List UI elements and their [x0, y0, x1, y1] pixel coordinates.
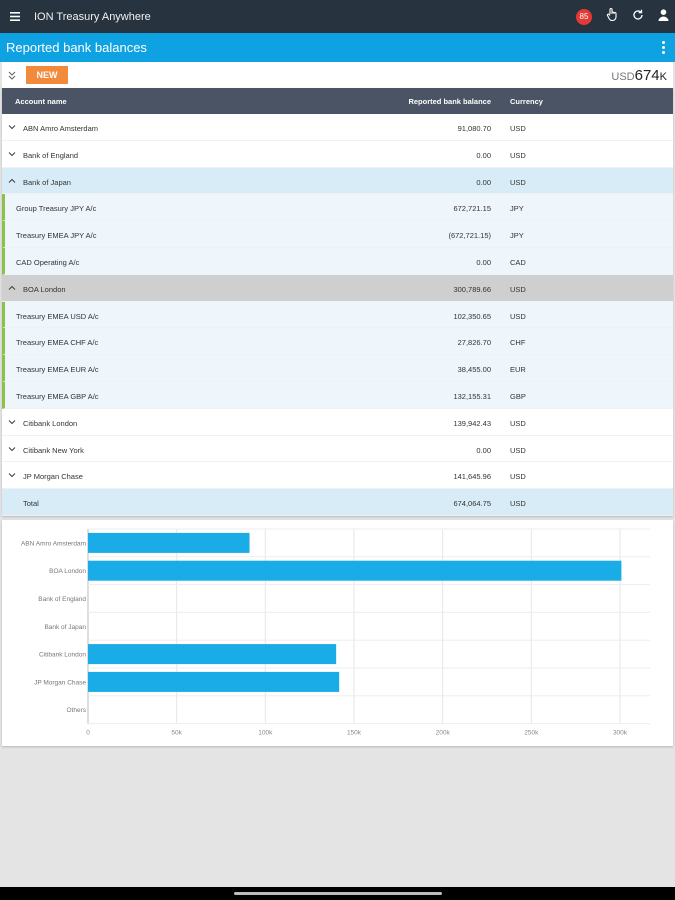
account-name: ABN Amro Amsterdam: [23, 124, 99, 133]
table-row[interactable]: [2, 328, 673, 355]
account-name: Treasury EMEA EUR A/c: [16, 365, 99, 375]
table-row[interactable]: [2, 248, 673, 275]
account-currency: USD: [510, 418, 526, 428]
account-balance: 139,942.43: [453, 418, 491, 428]
account-currency: USD: [510, 284, 526, 294]
menu-icon[interactable]: [0, 0, 30, 33]
table-row[interactable]: [2, 355, 673, 382]
account-balance: 300,789.66: [453, 284, 491, 294]
y-category-label: JP Morgan Chase: [34, 679, 86, 687]
total-currency-cell: USD: [510, 499, 526, 509]
expand-chevron-icon[interactable]: [8, 123, 16, 131]
page-header: [0, 33, 675, 62]
account-name: Treasury EMEA CHF A/c: [16, 338, 99, 348]
header-currency[interactable]: Currency: [510, 97, 543, 106]
header-reported-balance[interactable]: Reported bank balance: [408, 97, 491, 106]
account-name: Group Treasury JPY A/c: [16, 204, 97, 214]
account-currency: USD: [510, 472, 526, 482]
header-account-name[interactable]: Account name: [15, 97, 67, 106]
y-category-label: Citibank London: [39, 651, 86, 659]
account-name: JP Morgan Chase: [23, 472, 83, 482]
bar[interactable]: [88, 672, 339, 692]
account-name: Treasury EMEA GBP A/c: [16, 391, 99, 401]
balances-table: [2, 88, 673, 516]
total-summary: [611, 67, 667, 84]
expand-chevron-icon[interactable]: [8, 150, 16, 158]
account-currency: CHF: [510, 338, 526, 348]
expand-chevron-icon[interactable]: [8, 418, 16, 426]
toolbar: [2, 62, 673, 88]
account-name: Treasury EMEA USD A/c: [16, 311, 99, 321]
table-row[interactable]: [2, 275, 673, 302]
account-name: Bank of England: [23, 150, 79, 160]
table-row[interactable]: [2, 302, 673, 329]
account-currency: GBP: [510, 391, 526, 401]
notification-badge[interactable]: 85: [576, 9, 592, 25]
account-name: Citibank New York: [23, 445, 84, 455]
table-row[interactable]: [2, 221, 673, 248]
x-tick-label: 150k: [346, 729, 362, 737]
account-balance: 0.00: [476, 150, 491, 160]
account-currency: EUR: [510, 365, 526, 375]
account-balance: (672,721.15): [448, 231, 491, 241]
account-currency: USD: [510, 150, 526, 160]
x-tick-label: 50k: [171, 729, 182, 737]
y-category-label: Others: [66, 707, 86, 715]
y-category-label: ABN Amro Amsterdam: [20, 540, 86, 548]
table-row[interactable]: [2, 114, 673, 141]
total-currency: USD: [611, 70, 635, 83]
total-balance: 674,064.75: [453, 499, 491, 509]
x-tick-label: 250k: [524, 729, 539, 737]
table-header: [2, 88, 673, 114]
y-category-label: Bank of England: [38, 596, 86, 603]
app-bar: [0, 0, 675, 33]
table-row[interactable]: [2, 168, 673, 195]
collapse-chevron-icon[interactable]: [8, 177, 16, 185]
table-row[interactable]: [2, 462, 673, 489]
account-balance: 38,455.00: [457, 365, 491, 375]
x-tick-label: 100k: [258, 729, 273, 737]
app-title: ION Treasury Anywhere: [34, 10, 151, 23]
account-balance: 0.00: [476, 445, 491, 455]
x-tick-label: 300k: [612, 729, 628, 737]
account-name: Citibank London: [23, 418, 78, 428]
expand-chevron-icon[interactable]: [8, 471, 16, 479]
account-currency: USD: [510, 445, 526, 455]
account-balance: 132,155.31: [453, 391, 491, 401]
user-icon[interactable]: [658, 8, 669, 26]
table-row[interactable]: [2, 194, 673, 221]
bar[interactable]: [88, 644, 336, 664]
collapse-all-icon[interactable]: [2, 71, 22, 80]
account-balance: 0.00: [476, 177, 491, 187]
account-name: Treasury EMEA JPY A/c: [16, 231, 97, 241]
account-balance: 141,645.96: [453, 472, 491, 482]
account-currency: USD: [510, 124, 526, 133]
account-balance: 0.00: [476, 257, 491, 267]
table-row[interactable]: [2, 382, 673, 409]
account-currency: USD: [510, 311, 526, 321]
table-row[interactable]: [2, 141, 673, 168]
account-balance: 27,826.70: [457, 338, 491, 348]
bar[interactable]: [88, 561, 621, 581]
balances-bar-chart: [2, 520, 673, 746]
total-row: [2, 489, 673, 516]
touch-icon[interactable]: [606, 7, 618, 26]
account-name: Bank of Japan: [23, 177, 71, 187]
total-label: Total: [23, 499, 39, 509]
system-nav-bar: [0, 887, 675, 900]
account-name: CAD Operating A/c: [16, 257, 80, 267]
account-balance: 672,721.15: [453, 204, 491, 214]
expand-chevron-icon[interactable]: [8, 445, 16, 453]
y-category-label: Bank of Japan: [44, 623, 86, 631]
balances-chart-panel: [2, 520, 673, 746]
account-name: BOA London: [23, 284, 66, 294]
total-suffix: K: [659, 70, 667, 83]
more-options-icon[interactable]: [662, 41, 665, 54]
y-category-label: BOA London: [49, 568, 86, 576]
x-tick-label: 200k: [435, 729, 450, 737]
x-tick-label: 0: [86, 729, 90, 737]
home-gesture-pill[interactable]: [234, 892, 442, 895]
account-currency: JPY: [510, 231, 524, 241]
account-currency: USD: [510, 177, 526, 187]
table-row[interactable]: [2, 436, 673, 463]
account-balance: 91,080.70: [457, 124, 491, 133]
account-balance: 102,350.65: [453, 311, 491, 321]
table-row[interactable]: [2, 409, 673, 436]
collapse-chevron-icon[interactable]: [8, 284, 16, 292]
refresh-icon[interactable]: [632, 8, 644, 26]
total-value: 674: [634, 66, 660, 84]
page-title: Reported bank balances: [6, 40, 147, 55]
account-currency: CAD: [510, 257, 526, 267]
new-button[interactable]: NEW: [26, 66, 68, 84]
bar[interactable]: [88, 533, 250, 553]
account-currency: JPY: [510, 204, 524, 214]
